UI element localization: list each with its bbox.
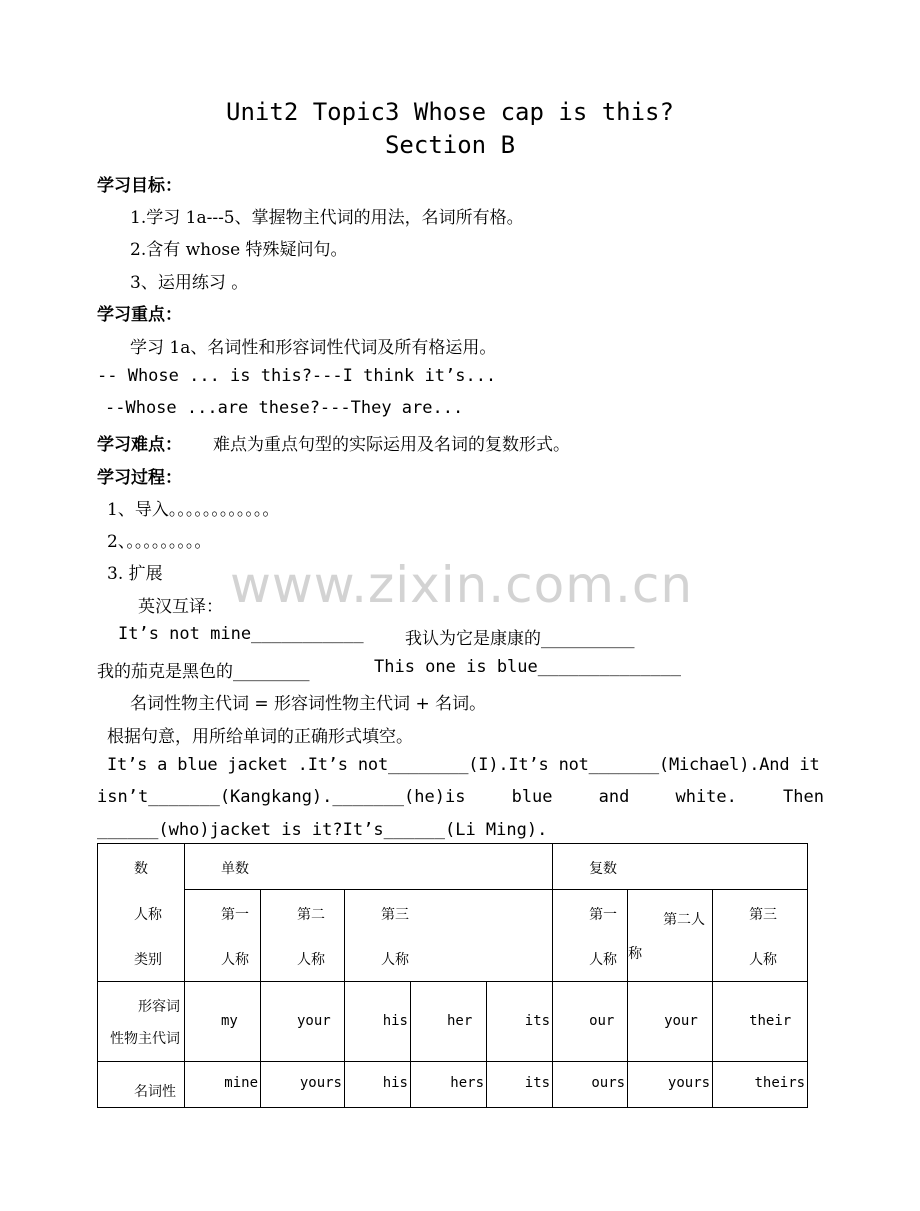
adj-value-their: their	[749, 1013, 792, 1029]
plural-second-line-2: 称	[628, 946, 643, 962]
difficulty-text: 难点为重点句型的实际运用及名词的复数形式。	[213, 435, 570, 455]
third-person-line-1: 第三	[381, 907, 409, 923]
key-points-line-2: -- Whose ... is this?---I think it’s...	[97, 366, 497, 386]
plural-third-line-2: 人称	[749, 952, 778, 968]
noun-value-hers: hers	[450, 1075, 484, 1091]
pronoun-table	[97, 843, 808, 1108]
noun-label: 名词性	[134, 1084, 176, 1100]
adjective-label-line-1: 形容词	[138, 999, 180, 1015]
fill-line-1: It’s a blue jacket .It’s not________(I).It’s not_______(Michael).And it	[107, 755, 820, 775]
second-person-line-1: 第二	[297, 907, 325, 923]
first-person-line-2: 人称	[221, 952, 249, 968]
adj-cell	[411, 982, 487, 1062]
corner-label-person: 人称	[134, 907, 162, 923]
key-points-line-1: 学习 1a、名词性和形容词性代词及所有格运用。	[130, 338, 497, 358]
key-points-line-3: --Whose ...are these?---They are...	[105, 398, 464, 418]
header-singular: 单数	[221, 861, 249, 877]
noun-value-yours: yours	[299, 1075, 342, 1091]
adjective-label-cell	[98, 982, 185, 1062]
plural-first-line-1: 第一	[589, 907, 618, 923]
fill-line-2-part-4: white.	[675, 787, 737, 807]
singular-second-person-cell	[261, 890, 345, 982]
fill-line-2	[97, 787, 824, 807]
plural-third-line-1: 第三	[749, 907, 778, 923]
process-step-1: 1、导入。。。。。。。。。。。。	[107, 500, 280, 520]
plural-third-person-cell	[713, 890, 808, 982]
adj-cell	[487, 982, 553, 1062]
fill-heading: 根据句意，用所给单词的正确形式填空。	[107, 727, 413, 747]
first-person-line-1: 第一	[221, 907, 249, 923]
translate-heading: 英汉互译：	[138, 597, 223, 617]
noun-cell	[713, 1062, 808, 1108]
plural-first-person-cell	[553, 890, 628, 982]
adj-value-my: my	[221, 1013, 238, 1029]
process-step-3: 3. 扩展	[107, 564, 163, 584]
key-points-heading: 学习重点：	[97, 305, 182, 325]
noun-value-its: its	[524, 1075, 551, 1091]
fill-line-2-part-5: Then	[783, 787, 824, 807]
singular-first-person-cell	[185, 890, 261, 982]
corner-label-number: 数	[134, 861, 148, 877]
noun-value-theirs: theirs	[754, 1075, 806, 1091]
header-plural: 复数	[589, 861, 618, 877]
noun-cell	[411, 1062, 487, 1108]
adj-value-its: its	[524, 1013, 551, 1029]
translate-item-1: It’s not mine___________	[118, 624, 364, 644]
objective-item-3: 3、运用练习 。	[130, 273, 249, 293]
fill-line-2-part-3: and	[598, 787, 630, 807]
objectives-heading: 学习目标：	[97, 176, 182, 196]
noun-cell	[628, 1062, 713, 1108]
adj-value-your: your	[297, 1013, 331, 1029]
header-corner-cell	[98, 844, 185, 982]
adj-cell	[553, 982, 628, 1062]
plural-first-line-2: 人称	[589, 952, 618, 968]
plural-second-person-cell	[628, 890, 713, 982]
singular-third-person-cell	[345, 890, 553, 982]
adj-value-our: our	[589, 1013, 615, 1029]
noun-value-mine: mine	[224, 1075, 258, 1091]
second-person-line-2: 人称	[297, 952, 325, 968]
translate-item-2: 我认为它是康康的___________	[405, 629, 635, 649]
fill-line-2-part-1: isn’t_______(Kangkang)._______(he)is	[97, 787, 466, 807]
noun-value-his: his	[382, 1075, 408, 1091]
difficulty-heading: 学习难点：	[97, 435, 182, 455]
watermark-text: www.zixin.com.cn	[230, 556, 694, 614]
noun-cell	[261, 1062, 345, 1108]
noun-value-yours-plural: yours	[667, 1075, 711, 1091]
noun-value-ours: ours	[591, 1075, 626, 1091]
adj-value-your-plural: your	[664, 1013, 698, 1029]
adj-value-her: her	[447, 1013, 473, 1029]
objective-item-1: 1.学习 1a---5、掌握物主代词的用法，名词所有格。	[130, 208, 524, 228]
noun-cell	[487, 1062, 553, 1108]
fill-line-2-part-2: blue	[511, 787, 553, 807]
noun-label-cell	[98, 1062, 185, 1108]
adj-cell	[261, 982, 345, 1062]
table-row	[98, 982, 808, 1062]
fill-line-3: ______(who)jacket is it?It’s______(Li Ming).	[97, 820, 548, 840]
adjective-label-line-2: 性物主代词	[110, 1031, 180, 1047]
translate-item-4: This one is blue______________	[374, 657, 682, 677]
adj-cell	[713, 982, 808, 1062]
process-step-2: 2、。。。。。。。。。	[107, 532, 212, 552]
translate-item-3: 我的茄克是黑色的_________	[97, 662, 310, 682]
noun-cell	[345, 1062, 411, 1108]
formula-line: 名词性物主代词 = 形容词性物主代词 + 名词。	[130, 694, 487, 714]
table-row	[98, 1062, 808, 1108]
adj-cell	[345, 982, 411, 1062]
adj-cell	[628, 982, 713, 1062]
header-plural-cell	[553, 844, 808, 890]
third-person-line-2: 人称	[381, 952, 409, 968]
corner-label-category: 类别	[134, 952, 162, 968]
noun-cell	[553, 1062, 628, 1108]
noun-cell	[185, 1062, 261, 1108]
header-singular-cell	[185, 844, 553, 890]
title-line-2: Section B	[384, 131, 516, 159]
adj-value-his: his	[382, 1013, 408, 1029]
title-line-1: Unit2 Topic3 Whose cap is this?	[226, 98, 674, 126]
process-heading: 学习过程：	[97, 468, 182, 488]
adj-cell	[185, 982, 261, 1062]
objective-item-2: 2.含有 whose 特殊疑问句。	[130, 240, 348, 260]
plural-second-line-1: 第二人	[663, 912, 706, 928]
